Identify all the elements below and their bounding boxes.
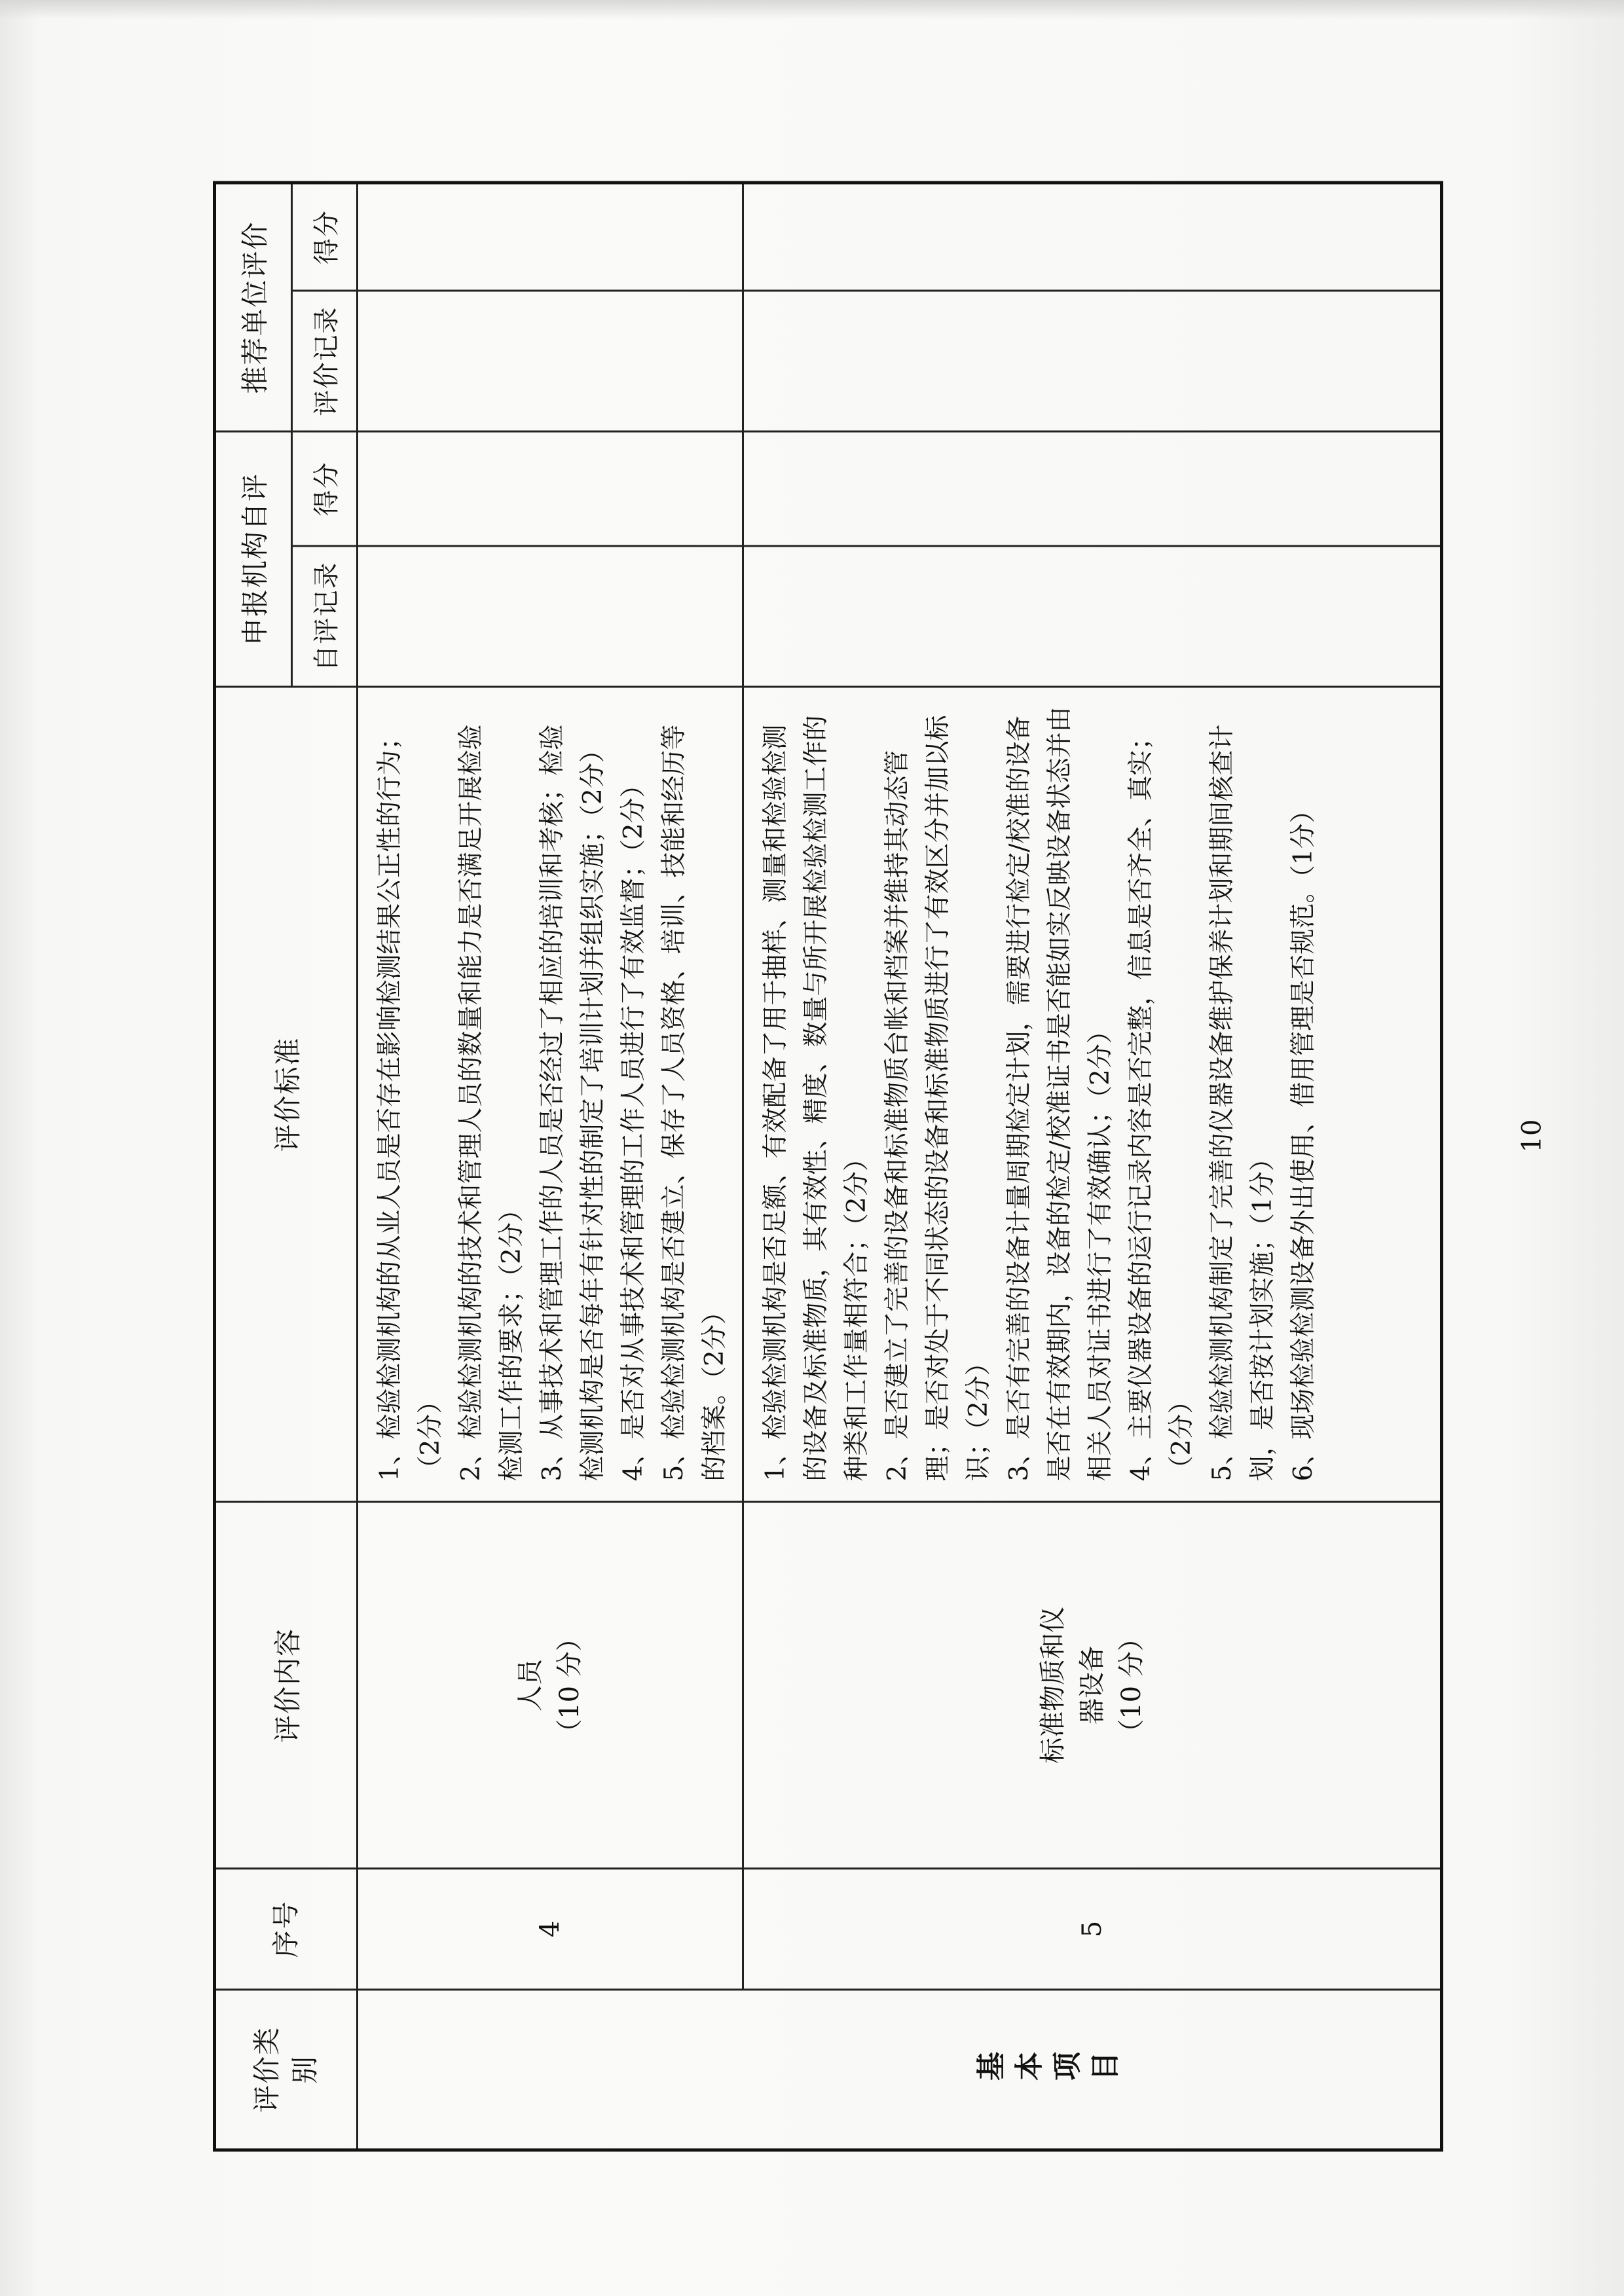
content-points: （10 分） [1116, 1625, 1147, 1745]
table-row [358, 183, 743, 2150]
standard-item: 1、检验检测机构是否足额、有效配备了用于抽样、测量和检验检测的设备及标准物质，其有效性、精度、数量与所开展检验检测工作的种类和工作量相符合；（2分） [761, 715, 872, 1482]
content-name: 人员 [515, 1659, 545, 1711]
self-record-input[interactable] [358, 546, 743, 687]
self-score-input[interactable] [358, 431, 743, 546]
standard-item: 3、从事技术和管理工作的人员是否经过了相应的培训和考核；检验检测机构是否每年有针对性的制定了培训计划并组织实施；（2分） [538, 724, 608, 1482]
header-category: 评价类别 [215, 1990, 358, 2150]
evaluation-table [213, 181, 1443, 2151]
standard-item: 4、是否对从事技术和管理的工作人员进行了有效监督；（2分） [619, 772, 648, 1482]
self-record-input[interactable] [743, 546, 1442, 687]
header-rec-record: 评价记录 [292, 291, 358, 431]
content-cell-personnel [358, 1502, 743, 1868]
header-self-score: 得分 [292, 431, 358, 546]
header-self-eval: 申报机构自评 [215, 431, 292, 687]
standard-item: 5、检验检测机构是否建立、保存了人员资格、培训、技能和经历等的档案。（2分） [659, 724, 729, 1482]
content-cell-equipment [743, 1502, 1442, 1868]
page-top-edge-shadow [0, 0, 1624, 20]
header-self-record: 自评记录 [292, 546, 358, 687]
content-points: （10 分） [555, 1625, 585, 1745]
standard-item: 2、检验检测机构的技术和管理人员的数量和能力是否满足开展检验检测工作的要求；（2分） [456, 724, 526, 1482]
self-score-input[interactable] [743, 431, 1442, 546]
rec-record-input[interactable] [358, 291, 743, 431]
standard-cell-personnel [358, 687, 743, 1502]
rec-score-input[interactable] [358, 183, 743, 291]
rec-score-input[interactable] [743, 183, 1442, 291]
seq-cell-5: 5 [743, 1868, 1442, 1990]
standard-item: 6、现场检验检测设备外出使用、借用管理是否规范。（1分） [1289, 797, 1318, 1482]
standard-item: 1、检验检测机构的从业人员是否存在影响检测结果公正性的行为；（2分） [375, 724, 445, 1482]
standard-item: 3、是否有完善的设备计量周期检定计划，需要进行检定/校准的设备是否在有效期内，设备的检定/校准证书是否能如实反映设备状态并由相关人员对证书进行了有效确认；（2分） [1005, 706, 1115, 1482]
category-label: 基本项目 [976, 2052, 1128, 2086]
page-number: 10 [1517, 1119, 1547, 1153]
standard-item: 2、是否建立了完善的设备和标准物质台帐和档案并维持其动态管理；是否对处于不同状态的设备和标准物质进行了有效区分并加以标识；（2分） [883, 715, 993, 1482]
rec-record-input[interactable] [743, 291, 1442, 431]
rotated-table-container [213, 185, 1411, 2152]
seq-cell-4: 4 [358, 1868, 743, 1990]
header-rec-eval: 推荐单位评价 [215, 183, 292, 431]
content-name: 标准物质和仪器设备 [1037, 1607, 1107, 1764]
standard-cell-equipment [743, 687, 1442, 1502]
header-seq: 序号 [215, 1868, 358, 1990]
standard-item: 4、主要仪器设备的运行记录内容是否完整，信息是否齐全、真实；（2分） [1126, 724, 1196, 1482]
header-standard: 评价标准 [215, 687, 358, 1502]
category-cell [358, 1990, 1442, 2150]
header-rec-score: 得分 [292, 183, 358, 291]
standard-item: 5、检验检测机构制定了完善的仪器设备维护保养计划和期间核查计划，是否按计划实施；（1分） [1208, 724, 1278, 1482]
header-content: 评价内容 [215, 1502, 358, 1868]
table-row [743, 183, 1442, 2150]
